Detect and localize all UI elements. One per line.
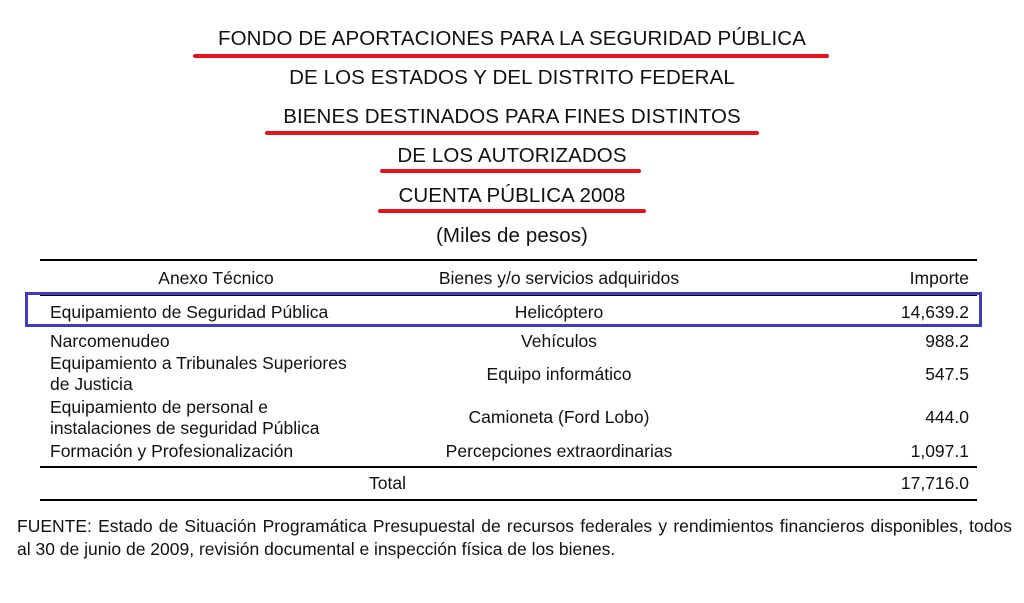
red-underline-1 bbox=[193, 54, 829, 58]
row-2-anexo: Narcomenudeo bbox=[50, 331, 170, 351]
header-importe: Importe bbox=[909, 268, 969, 288]
title-line-4: DE LOS AUTORIZADOS bbox=[397, 144, 627, 167]
total-value: 17,716.0 bbox=[900, 473, 969, 493]
red-underline-4 bbox=[380, 169, 641, 173]
row-3-bienes: Equipo informático bbox=[486, 364, 632, 384]
title-line-3: BIENES DESTINADOS PARA FINES DISTINTOS bbox=[283, 105, 741, 128]
row-4-bienes: Camioneta (Ford Lobo) bbox=[468, 407, 650, 427]
row-5-bienes: Percepciones extraordinarias bbox=[445, 441, 673, 461]
red-underline-3 bbox=[265, 131, 759, 135]
row-5-importe: 1,097.1 bbox=[910, 441, 969, 461]
row-3-anexo-line-2: de Justicia bbox=[50, 374, 133, 394]
source-footnote: FUENTE: Estado de Situación Programática Presupuestal de recursos federales y rendimientos financieros disponibles, todos al 30 de junio de 2009, revisión documental e inspección física de los bienes. bbox=[17, 516, 1012, 559]
title-line-2: DE LOS ESTADOS Y DEL DISTRITO FEDERAL bbox=[289, 66, 735, 89]
total-label: Total bbox=[369, 473, 406, 493]
row-4-importe: 444.0 bbox=[925, 407, 969, 427]
row-3-importe: 547.5 bbox=[925, 364, 969, 384]
table-bottom-rule bbox=[40, 499, 977, 501]
header-bienes: Bienes y/o servicios adquiridos bbox=[438, 268, 680, 288]
row-3-anexo-line-1: Equipamiento a Tribunales Superiores bbox=[50, 353, 347, 373]
row-1-importe: 14,639.2 bbox=[900, 302, 969, 322]
row-4-anexo-line-1: Equipamiento de personal e bbox=[50, 397, 268, 417]
row-4-anexo-line-2: instalaciones de seguridad Pública bbox=[50, 418, 320, 438]
title-line-5: CUENTA PÚBLICA 2008 bbox=[398, 184, 626, 207]
units-label: (Miles de pesos) bbox=[436, 224, 588, 247]
red-underline-5 bbox=[378, 209, 646, 213]
header-anexo: Anexo Técnico bbox=[158, 268, 274, 288]
row-2-bienes: Vehículos bbox=[521, 331, 597, 351]
total-rule bbox=[40, 466, 977, 468]
row-1-anexo: Equipamiento de Seguridad Pública bbox=[50, 302, 329, 322]
row-5-anexo: Formación y Profesionalización bbox=[50, 441, 294, 461]
row-1-bienes: Helicóptero bbox=[514, 302, 604, 322]
table-top-rule bbox=[40, 259, 977, 261]
row-2-importe: 988.2 bbox=[925, 331, 969, 351]
title-line-1: FONDO DE APORTACIONES PARA LA SEGURIDAD PÚBLICA bbox=[218, 27, 806, 50]
highlight-box bbox=[25, 292, 982, 327]
